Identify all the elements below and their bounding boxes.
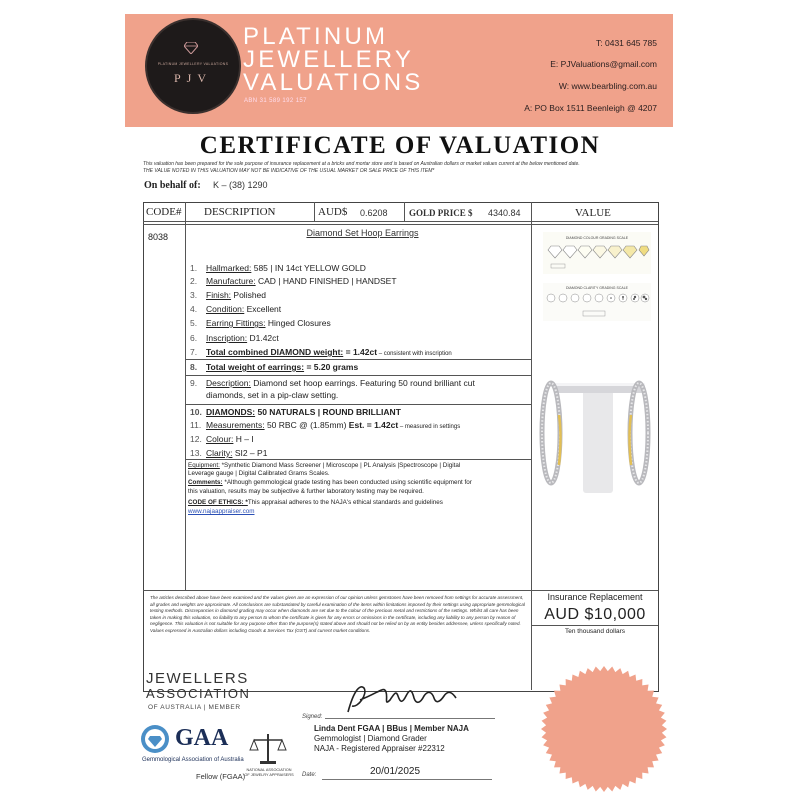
colour-grading-chart (543, 232, 651, 274)
row-label: Condition: (206, 304, 245, 314)
list-item-diamonds (190, 407, 401, 418)
code-column-divider (185, 202, 186, 590)
chart-title: DIAMOND CLARITY GRADING SCALE (566, 286, 628, 290)
row-number: 9. (190, 378, 198, 388)
behalf-value: K – (38) 1290 (213, 180, 268, 190)
logo-small-text: PLATINUM JEWELLERY VALUATIONS (157, 62, 229, 66)
ja-logo-line-1: JEWELLERS (146, 670, 249, 687)
naja-link[interactable]: www.najaappraiser.com (188, 508, 255, 515)
signatory-registration: NAJA - Registered Appraiser #22312 (314, 744, 445, 753)
gold-divider (404, 202, 405, 222)
equipment-note-cont: Leverage gauge | Digital Calibrated Grams Scales. (188, 470, 330, 477)
abn-number: ABN 31 589 192 157 (244, 98, 307, 104)
header-aud-value: 0.6208 (360, 208, 388, 218)
row-divider (186, 459, 531, 460)
contact-address: A: PO Box 1511 Beenleigh @ 4207 (524, 103, 657, 113)
row-label: Total combined DIAMOND weight: (206, 347, 344, 357)
contact-website: W: www.bearbling.com.au (558, 81, 657, 91)
gaa-subtitle: Gemmological Association of Australia (142, 757, 244, 763)
diamond-icon (184, 42, 198, 54)
row-text: Hinged Closures (265, 318, 331, 328)
equipment-text: *Synthetic Diamond Mass Screener | Microscope | PL Analysis |Spectroscope | Digital (219, 462, 461, 469)
row-divider (186, 359, 531, 360)
row-divider (186, 375, 531, 376)
insurance-divider (531, 625, 658, 626)
row-text: H – I (233, 434, 254, 444)
comments-text: *Although gemmological grade testing has been conducted using scientific equipment for (222, 479, 472, 486)
header-code: CODE# (146, 206, 182, 218)
header-aud-label: AUD$ (318, 206, 348, 218)
header-divider-double (143, 224, 658, 225)
row-note: – measured in settings (398, 424, 461, 430)
row-label: Manufacture: (206, 276, 256, 286)
row-note: – consistent with inscription (377, 351, 452, 357)
list-item-measurements (190, 420, 460, 433)
naja-logo-text: NATIONAL ASSOCIATION OF JEWELRY APPRAISERS (244, 768, 294, 777)
contact-phone: T: 0431 645 785 (596, 38, 657, 48)
list-item-description (190, 378, 475, 389)
item-code: 8038 (148, 232, 169, 242)
top-disclaimer-line-2: THE VALUE NOTED IN THIS VALUATION MAY NOT BE INDICATIVE OF THE USUAL MARKET OR SALE PRICE OF THIS ITEM* (143, 168, 435, 174)
brand-name-line-3: VALUATIONS (243, 69, 424, 96)
list-item (190, 276, 397, 287)
row-label: Description: (206, 378, 251, 388)
row-label: Colour: (206, 434, 234, 444)
list-item (190, 290, 266, 301)
row-estimate: Est. = 1.42ct (348, 420, 399, 430)
ethics-text: This appraisal adheres to the NAJA's ethical standards and guidelines (247, 499, 443, 506)
earring-photo (535, 375, 655, 493)
row-label: Earring Fittings: (206, 318, 266, 328)
row-value: = 5.20 grams (304, 362, 359, 372)
row-number: 5. (190, 318, 198, 328)
aud-divider (314, 202, 315, 222)
row-divider (186, 404, 531, 405)
list-item-total-weight (190, 362, 358, 373)
ja-logo-line-3: OF AUSTRALIA | MEMBER (148, 704, 241, 711)
row-number: 13. (190, 448, 202, 458)
row-label: Clarity: (206, 448, 233, 458)
item-title: Diamond Set Hoop Earrings (306, 228, 419, 238)
row-number: 3. (190, 290, 198, 300)
header-divider (143, 221, 658, 222)
row-number: 1. (190, 263, 198, 273)
row-text: 50 RBC @ (1.85mm) (264, 420, 349, 430)
comments-label: Comments: (188, 479, 223, 486)
header-gold-value: 4340.84 (488, 208, 521, 218)
signature (340, 678, 470, 720)
list-item (190, 263, 366, 274)
row-label: Total weight of earrings: (206, 362, 305, 372)
row-number: 8. (190, 362, 198, 372)
row-text: Polished (231, 290, 267, 300)
brand-name-line-2: JEWELLERY (243, 46, 415, 73)
list-item-description-cont: diamonds, set in a pip-claw setting. (206, 390, 339, 400)
value-column-divider (531, 202, 532, 690)
ethics-label: CODE OF ETHICS: * (188, 499, 248, 506)
row-text: 585 | IN 14ct YELLOW GOLD (251, 263, 366, 273)
insurance-words: Ten thousand dollars (565, 628, 625, 635)
row-text: Excellent (244, 304, 282, 314)
insurance-value: AUD $10,000 (544, 606, 646, 623)
ethics-note (188, 499, 533, 508)
row-number: 10. (190, 407, 202, 417)
signatory-title: Gemmologist | Diamond Grader (314, 734, 427, 743)
row-label: Inscription: (206, 333, 248, 343)
header-value: VALUE (575, 207, 611, 219)
date-value: 20/01/2025 (370, 766, 421, 777)
row-label: Hallmarked: (206, 263, 252, 273)
clarity-grading-chart (543, 283, 651, 321)
row-text: D1.42ct (247, 333, 279, 343)
row-number: 2. (190, 276, 198, 286)
signed-label: Signed: (302, 714, 323, 720)
scales-of-justice-icon (248, 732, 288, 766)
bottom-divider (143, 590, 658, 591)
row-text: Diamond set hoop earrings. Featuring 50 round brilliant cut (250, 378, 475, 388)
header-description: DESCRIPTION (204, 206, 276, 218)
signature-line (325, 718, 495, 719)
chart-title: DIAMOND COLOUR GRADING SCALE (565, 236, 629, 240)
certificate-title: CERTIFICATE OF VALUATION (199, 132, 601, 159)
ja-logo-line-2: ASSOCIATION (146, 686, 251, 701)
gaa-emblem-icon (140, 724, 170, 754)
header-gold-label: GOLD PRICE $ (409, 208, 473, 218)
signatory-name: Linda Dent FGAA | BBus | Member NAJA (314, 724, 469, 733)
list-item (190, 304, 281, 315)
behalf-label: On behalf of: (144, 180, 201, 191)
list-item-colour (190, 434, 254, 445)
row-number: 6. (190, 333, 198, 343)
row-number: 7. (190, 347, 198, 357)
comments-note-cont: this valuation, results may be subjective & further laboratory testing may be required. (188, 488, 424, 495)
row-text: 50 NATURALS | ROUND BRILLIANT (255, 407, 401, 417)
logo-monogram: PJV (173, 71, 212, 85)
list-item-clarity (190, 448, 267, 459)
row-number: 11. (190, 420, 202, 430)
brand-name-line-1: PLATINUM (243, 23, 389, 50)
row-text: CAD | HAND FINISHED | HANDSET (255, 276, 397, 286)
row-value: = 1.42ct (343, 347, 378, 357)
equipment-label: Equipment: (188, 462, 220, 469)
date-label: Date: (302, 772, 317, 778)
row-number: 12. (190, 434, 202, 444)
gaa-fellow: Fellow (FGAA) (196, 772, 246, 781)
list-item (190, 318, 331, 329)
top-disclaimer-line-1: This valuation has been prepared for the sole purpose of insurance replacement at a bricks and mortar store and is based on Australian dollars or market values current at the below mentioned date. (143, 161, 580, 167)
row-label: DIAMONDS: (206, 407, 256, 417)
gaa-logo-text: GAA (175, 725, 229, 751)
insurance-label: Insurance Replacement (547, 592, 643, 602)
row-label: Finish: (206, 290, 232, 300)
seal-stamp (539, 664, 669, 794)
row-text: SI2 – P1 (232, 448, 268, 458)
list-item (190, 333, 279, 344)
comments-note (188, 479, 533, 488)
pjv-logo (147, 20, 239, 112)
bottom-disclaimer: The articles described above have been examined and the values given are an expression of our opinion unless gemstones have been removed from settings for accurate assessment, all grades and weights are approximate. All conclusions are substantiated by careful examination of the items within limitations imposed by their settings using appropriate gemmological testing methods. Discrepancies in diamond grading may occur when diamonds are set due to the colour of the precious metal and restrictions of the settings. Whilst all care has been taken in making this valuation, no liability to any person to whom the certificate is given for any errors or omissions in the certificate, including any liability to any person by reason of negligence. This valuation is not suitable for any purpose other than the purpose(s) stated above and should not be relied on by an entity besides addressee, unless specifically noted. Values expressed in Australian dollars including Goods & Services Tax (GST) and current market conditions. (150, 595, 525, 633)
date-line (322, 779, 492, 780)
contact-email: E: PJValuations@gmail.com (550, 59, 657, 69)
row-label: Measurements: (206, 420, 265, 430)
row-number: 4. (190, 304, 198, 314)
